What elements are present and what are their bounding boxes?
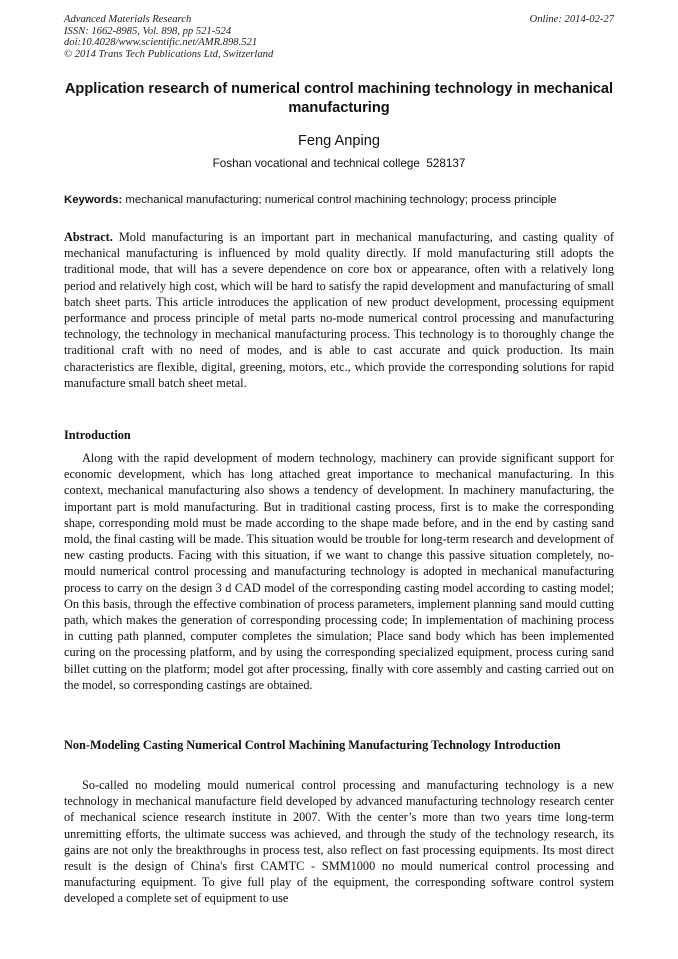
section-heading-introduction: Introduction <box>64 428 131 442</box>
keywords <box>64 193 624 207</box>
journal-name: Advanced Materials Research <box>64 14 192 25</box>
section-body-non-modeling: So-called no modeling mould numerical control processing and manufacturing technology is a new technology in mechanical manufacture field developed by advanced manufacturing technology research center of mechanical science research institute in 2007. With the center’s more than two years time long-term unremitting efforts, the ultimate success was achieved, and through the study of the technology research, its gains are not only the breakthroughs in process test, also reflect on fast processing equipments. Its most direct result is the design of China's first CAMTC - SMM1000 no mould numerical control processing and manufacturing equipment. To give full play of the equipment, the corresponding software control system developed a complete set of equipment to use <box>64 778 614 906</box>
keywords-text: mechanical manufacturing; numerical control machining technology; process principle <box>122 194 557 206</box>
abstract-text: Mold manufacturing is an important part in mechanical manufacturing, and casting quality of mechanical manufacturing is influenced by mold quality directly. If mold manufacturing still adopts the traditional mode, that will has a severe dependence on core box or appearance, often with a relatively long period and relatively high cost, which will be hard to satisfy the rapid development and manufacturing of small batch sheet parts. This article introduces the application of new product development, processing equipment performance and process principle of metal parts no-mode numerical control processing and manufacturing technology, the technology in mechanical manufacturing process. This technology is to thoroughly change the traditional craft with no need of modes, and is able to cast accurate and quick production. Its main characteristics are flexible, digital, greening, motors, etc., which provide the corresponding solutions for rapid manufacture small batch sheet metal. <box>64 230 614 390</box>
online-date: Online: 2014-02-27 <box>529 14 614 25</box>
journal-copyright: © 2014 Trans Tech Publications Ltd, Switzerland <box>64 48 274 60</box>
author-affiliation: Foshan vocational and technical college 528137 <box>212 157 466 170</box>
paper-title: Application research of numerical control machining technology in mechanical manufacturing <box>64 81 614 116</box>
section-body-introduction: Along with the rapid development of modern technology, machinery can provide significant support for economic development, which has long attached great importance to mechanical manufacturing. In this context, mechanical manufacturing also shows a tendency of development. In machinery manufacturing, the important part is mold manufacturing. But in traditional casting process, first is to make the corresponding shape, corresponding mold must be made according to the shape made before, and in the end by casting sand mold, the final casting will be made. This situation would be trouble for long-term research and development of new casting products. Facing with this situation, if we want to change this passive situation completely, no-mould numerical control processing and manufacturing technology is adopted in mechanical manufacturing process to carry on the design 3 d CAD model of the corresponding casting model according to casting model; On this basis, through the effective combination of process parameters, implement planning sand mould cutting path, which makes the generation of corresponding processing code; In implementation of machining process in cutting path planned, computer completes the simulation; Place sand body which has been implemented curing on the processing platform, and by using the corresponding specialized equipment, process curing sand billet cutting on the platform; model got after processing, finally with core assembly and casting carried out on the model, so corresponding castings are obtained. <box>64 451 614 692</box>
journal-header <box>64 14 273 60</box>
abstract-label: Abstract. <box>64 230 113 244</box>
author-name: Feng Anping <box>298 133 380 149</box>
section-heading-non-modeling: Non-Modeling Casting Numerical Control Machining Manufacturing Technology Introduction <box>64 738 561 752</box>
keywords-label: Keywords: <box>64 194 123 206</box>
journal-issn: ISSN: 1662-8985, Vol. 898, pp 521-524 <box>64 25 232 37</box>
abstract <box>64 229 614 391</box>
journal-doi[interactable]: doi:10.4028/www.scientific.net/AMR.898.521 <box>64 37 258 49</box>
